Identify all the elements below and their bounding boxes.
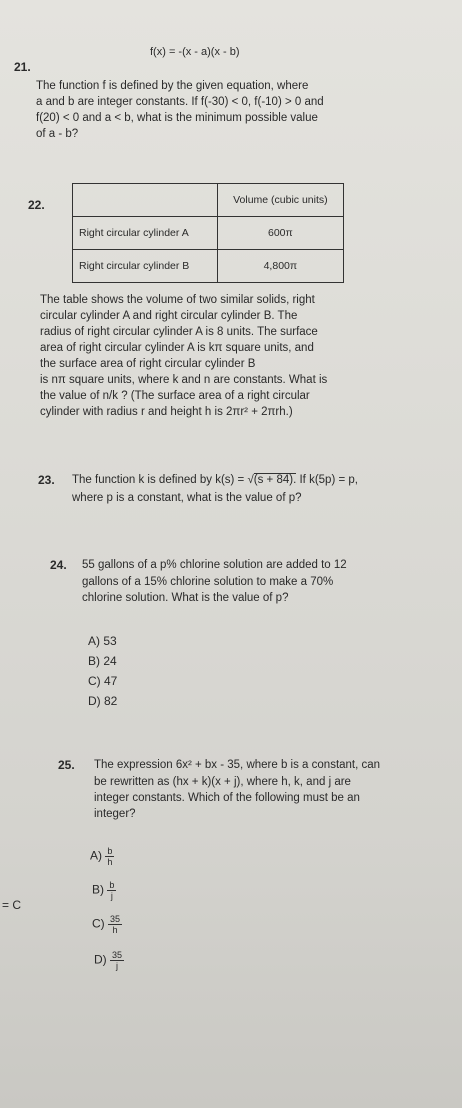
choice-b[interactable] xyxy=(92,880,116,901)
question-25-line-1: The expression 6x² + bx - 35, where b is a constant, can xyxy=(94,759,381,771)
question-23-text-pre: The function k is defined by k(s) = xyxy=(72,474,248,486)
question-21-line-3: f(20) < 0 and a < b, what is the minimum possible value xyxy=(36,112,318,124)
choice-a[interactable]: A) 53 xyxy=(88,634,117,648)
table-row xyxy=(73,217,344,250)
question-22-line-2: circular cylinder A and right circular cylinder B. The xyxy=(40,310,298,322)
fraction-numerator: 35 xyxy=(110,914,121,924)
fraction-numerator: b xyxy=(107,846,113,856)
choice-label: B) xyxy=(92,882,104,897)
fraction-numerator: b xyxy=(109,880,115,890)
fraction xyxy=(107,880,116,901)
question-22-line-3: radius of right circular cylinder A is 8 units. The surface xyxy=(40,326,318,338)
question-23-line-2: where p is a constant, what is the value of p? xyxy=(72,492,302,504)
table-cell: Right circular cylinder B xyxy=(73,250,218,283)
choice-label: D) xyxy=(94,952,107,967)
question-25-line-3: integer constants. Which of the following must be an xyxy=(94,792,360,804)
fraction-numerator: 35 xyxy=(112,950,123,960)
fraction-denominator: j xyxy=(110,891,113,901)
choice-c[interactable]: C) 47 xyxy=(88,674,118,688)
question-21-number: 21. xyxy=(14,60,31,74)
table-header-cell xyxy=(73,184,218,217)
question-24-number: 24. xyxy=(50,558,67,572)
fraction xyxy=(110,950,124,971)
question-21-line-4: of a - b? xyxy=(36,128,79,140)
question-21-equation: f(x) = -(x - a)(x - b) xyxy=(150,46,240,58)
question-22-line-4: area of right circular cylinder A is kπ square units, and xyxy=(40,342,314,354)
question-24-line-3: chlorine solution. What is the value of p? xyxy=(82,592,289,604)
sqrt-symbol: √ xyxy=(247,474,254,486)
table-cell: 4,800π xyxy=(217,250,343,283)
fraction-denominator: j xyxy=(116,961,119,971)
question-21-line-1: The function f is defined by the given equation, where xyxy=(36,80,309,92)
fraction-denominator: h xyxy=(107,857,113,867)
table-cell: Right circular cylinder A xyxy=(73,217,218,250)
fraction xyxy=(108,914,122,935)
choice-d[interactable] xyxy=(94,950,124,971)
question-25-line-2: be rewritten as (hx + k)(x + j), where h, k, and j are xyxy=(94,776,351,788)
question-24-line-2: gallons of a 15% chlorine solution to make a 70% xyxy=(82,576,334,588)
choice-b[interactable]: B) 24 xyxy=(88,654,117,668)
choice-label: C) xyxy=(92,916,105,931)
question-21-line-2: a and b are integer constants. If f(-30) < 0, f(-10) > 0 and xyxy=(36,96,324,108)
question-22-number: 22. xyxy=(28,198,45,212)
question-23-number: 23. xyxy=(38,473,55,487)
margin-note: = C xyxy=(2,898,22,912)
choice-label: A) xyxy=(90,848,102,863)
question-25-number: 25. xyxy=(58,758,75,772)
table-header-cell: Volume (cubic units) xyxy=(217,184,343,217)
question-25-line-4: integer? xyxy=(94,808,136,820)
choice-c[interactable] xyxy=(92,914,122,935)
question-22-line-5: the surface area of right circular cylinder B xyxy=(40,358,256,370)
table-header-row xyxy=(73,184,344,217)
question-22-line-8: cylinder with radius r and height h is 2πr² + 2πrh.) xyxy=(40,406,293,418)
fraction xyxy=(105,846,114,867)
question-22-line-7: the value of n/k ? (The surface area of a right circular xyxy=(40,390,310,402)
table-row xyxy=(73,250,344,283)
sqrt-radicand: (s + 84). xyxy=(253,474,297,486)
volume-table xyxy=(72,183,344,283)
question-23-line-1 xyxy=(72,472,358,489)
question-24-line-1: 55 gallons of a p% chlorine solution are added to 12 xyxy=(82,559,347,571)
table-cell: 600π xyxy=(217,217,343,250)
fraction-denominator: h xyxy=(112,925,118,935)
choice-a[interactable] xyxy=(90,846,114,867)
question-23-text-post: If k(5p) = p, xyxy=(296,474,358,486)
choice-d[interactable]: D) 82 xyxy=(88,694,118,708)
question-22-line-1: The table shows the volume of two similar solids, right xyxy=(40,294,315,306)
question-22-line-6: is nπ square units, where k and n are constants. What is xyxy=(40,374,328,386)
